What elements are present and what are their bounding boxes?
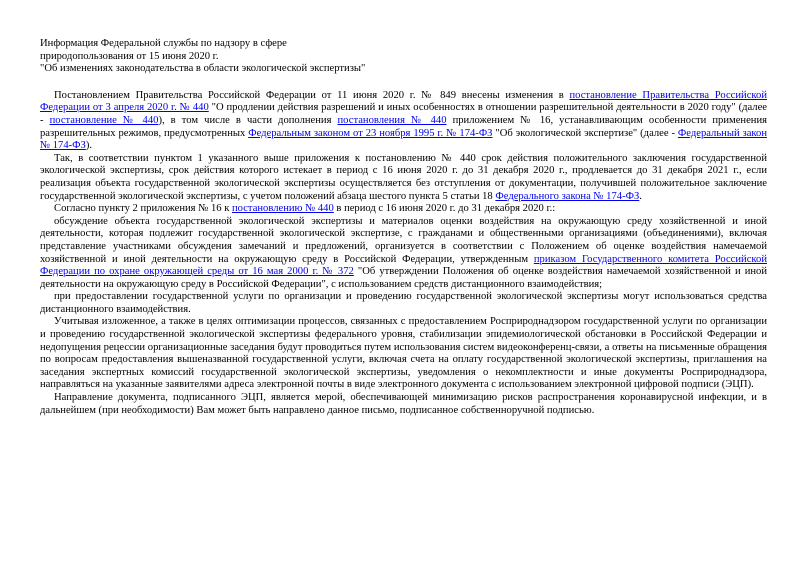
link-resolution-440-amend[interactable]: постановления № 440 xyxy=(337,114,447,126)
paragraph-5: при предоставлении государственной услуги по организации и проведению государственной экологической экспертизы могут использоваться средства дистанционного взаимодействия. xyxy=(40,291,767,315)
link-federal-law-174-ref[interactable]: Федерального закона № 174-ФЗ xyxy=(495,190,640,202)
text: "О продлении действия разрешений и иных особенностях в отношении разрешительной деятельности в 2020 году" (далее - xyxy=(40,102,767,126)
paragraph-4 xyxy=(40,216,767,292)
text: приложением № 16, устанавливающим особенности применения разрешительных режимов, предусмотренных xyxy=(40,114,768,139)
heading-line-3: "Об изменениях законодательства в области экологической экспертизы" xyxy=(40,63,366,75)
text: Постановлением Правительства Российской Федерации от 11 июня 2020 г. № 849 внесены изменения в xyxy=(54,89,570,101)
text: "Об утверждении Положения об оценке воздействия намечаемой хозяйственной и иной деятельности на окружающую среду в Российской Федерации", с использованием средств дистанционного взаимодействия; xyxy=(40,266,768,290)
text: в период с 16 июня 2020 г. до 31 декабря 2020 г.: xyxy=(333,203,556,215)
link-federal-law-174-short[interactable]: Федеральный закон № 174-ФЗ xyxy=(40,127,767,152)
paragraph-1 xyxy=(40,90,767,153)
text: ), в том числе в части дополнения xyxy=(158,114,338,126)
text: Так, в соответствии пунктом 1 указанного выше приложения к постановлению № 440 срок действия положительного заключения государственной экологической экспертизы, срок действия которого истекает в период с 16 июня 2020 г. до 31 декабря 2020 г., продлевается до 31 декабря 2021 г., если реализация объекта государственной экологической экспертизы осуществляется без отступления от документации, получившей положительное заключение государственной экологической экспертизы, с учетом положений абзаца шестого пункта 5 статьи 18 xyxy=(40,152,767,202)
text: обсуждение объекта государственной экологической экспертизы и материалов оценки воздействия на окружающую среду хозяйственной и иной деятельности, которая подлежит государственной экологической экспертизе, с гражданами и общественными организациями (объединениями), включая представление участниками обсуждения замечаний и предложений, организуется в соответствии с Положением об оценке воздействия намечаемой хозяйственной и иной деятельности на окружающую среду в Российской Федерации, утвержденным xyxy=(40,215,767,265)
document-body xyxy=(40,90,767,417)
paragraph-2 xyxy=(40,153,767,203)
link-resolution-440[interactable]: постановление Правительства Российской Федерации от 3 апреля 2020 г. № 440 xyxy=(40,89,767,114)
text: . xyxy=(639,190,642,202)
link-order-372[interactable]: приказом Государственного комитета Российской Федерации по охране окружающей среды от 16 мая 2000 г. № 372 xyxy=(40,253,767,278)
link-resolution-440-ref[interactable]: постановлению № 440 xyxy=(232,203,334,215)
heading-line-2: природопользования от 15 июня 2020 г. xyxy=(40,50,219,62)
heading-line-1: Информация Федеральной службы по надзору в сфере xyxy=(40,38,287,49)
paragraph-3 xyxy=(40,203,767,216)
link-resolution-440-short[interactable]: постановление № 440 xyxy=(49,114,159,126)
text: "Об экологической экспертизе" (далее - xyxy=(492,127,678,139)
document-heading xyxy=(40,38,767,76)
link-federal-law-174[interactable]: Федеральным законом от 23 ноября 1995 г. № 174-ФЗ xyxy=(248,127,493,139)
text: Согласно пункту 2 приложения № 16 к xyxy=(54,203,232,215)
paragraph-6: Учитывая изложенное, а также в целях оптимизации процессов, связанных с предоставлением Росприроднадзором государственной услуги по организации и проведению государственной экологической экспертизы федерального уровня, стабилизации эпидемиологической обстановки в Российской Федерации и недопущения рецессии организационные заседания будут проводиться путем использования систем видеоконференц-связи, а ответы на письменные обращения по вопросам предоставления вышеназванной государственной услуги, включая счета на оплату государственной экологической экспертизы, приглашения на заседания экспертных комиссий государственной экологической экспертизы, уведомления о некомплектности и иные документы Росприроднадзора, направляться на указанные заявителями адреса электронной почты в виде электронного документа с использованием электронной цифровой подписи (ЭЦП). xyxy=(40,316,767,391)
text: ). xyxy=(85,140,93,152)
paragraph-7: Направление документа, подписанного ЭЦП, является мерой, обеспечивающей минимизацию рисков распространения коронавирусной инфекции, и в дальнейшем (при необходимости) Вам может быть направлено данное письмо, подписанное собственноручной подписью. xyxy=(40,392,767,416)
